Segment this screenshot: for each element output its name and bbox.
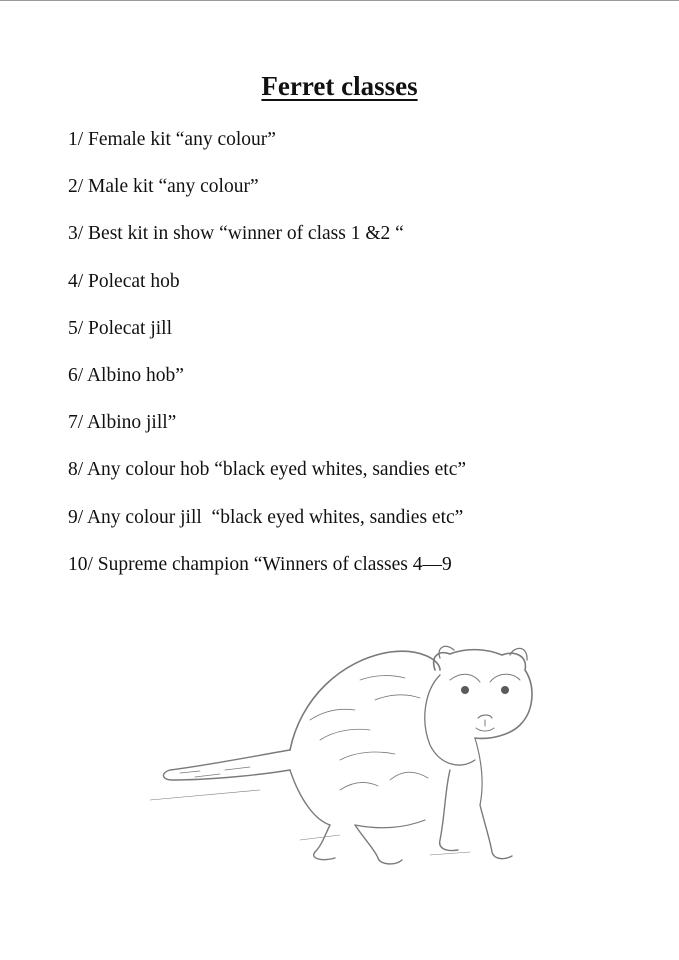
class-item-4: 4/ Polecat hob — [68, 270, 180, 292]
class-item-3: 3/ Best kit in show “winner of class 1 &2 “ — [68, 223, 404, 245]
ferret-sketch-icon — [140, 630, 540, 880]
class-item-7: 7/ Albino jill” — [68, 412, 177, 434]
class-item-10: 10/ Supreme champion “Winners of classes 4—9 — [68, 553, 452, 575]
class-item-8: 8/ Any colour hob “black eyed whites, sandies etc” — [68, 459, 467, 481]
class-item-9: 9/ Any colour jill “black eyed whites, sandies etc” — [68, 506, 464, 528]
class-item-5: 5/ Polecat jill — [68, 317, 172, 339]
page-title: Ferret classes — [261, 71, 418, 101]
class-item-6: 6/ Albino hob” — [68, 364, 184, 386]
ferret-class-list — [68, 126, 658, 598]
top-border-line — [0, 0, 679, 1]
class-item-2: 2/ Male kit “any colour” — [68, 176, 259, 198]
class-item-1: 1/ Female kit “any colour” — [68, 129, 276, 150]
